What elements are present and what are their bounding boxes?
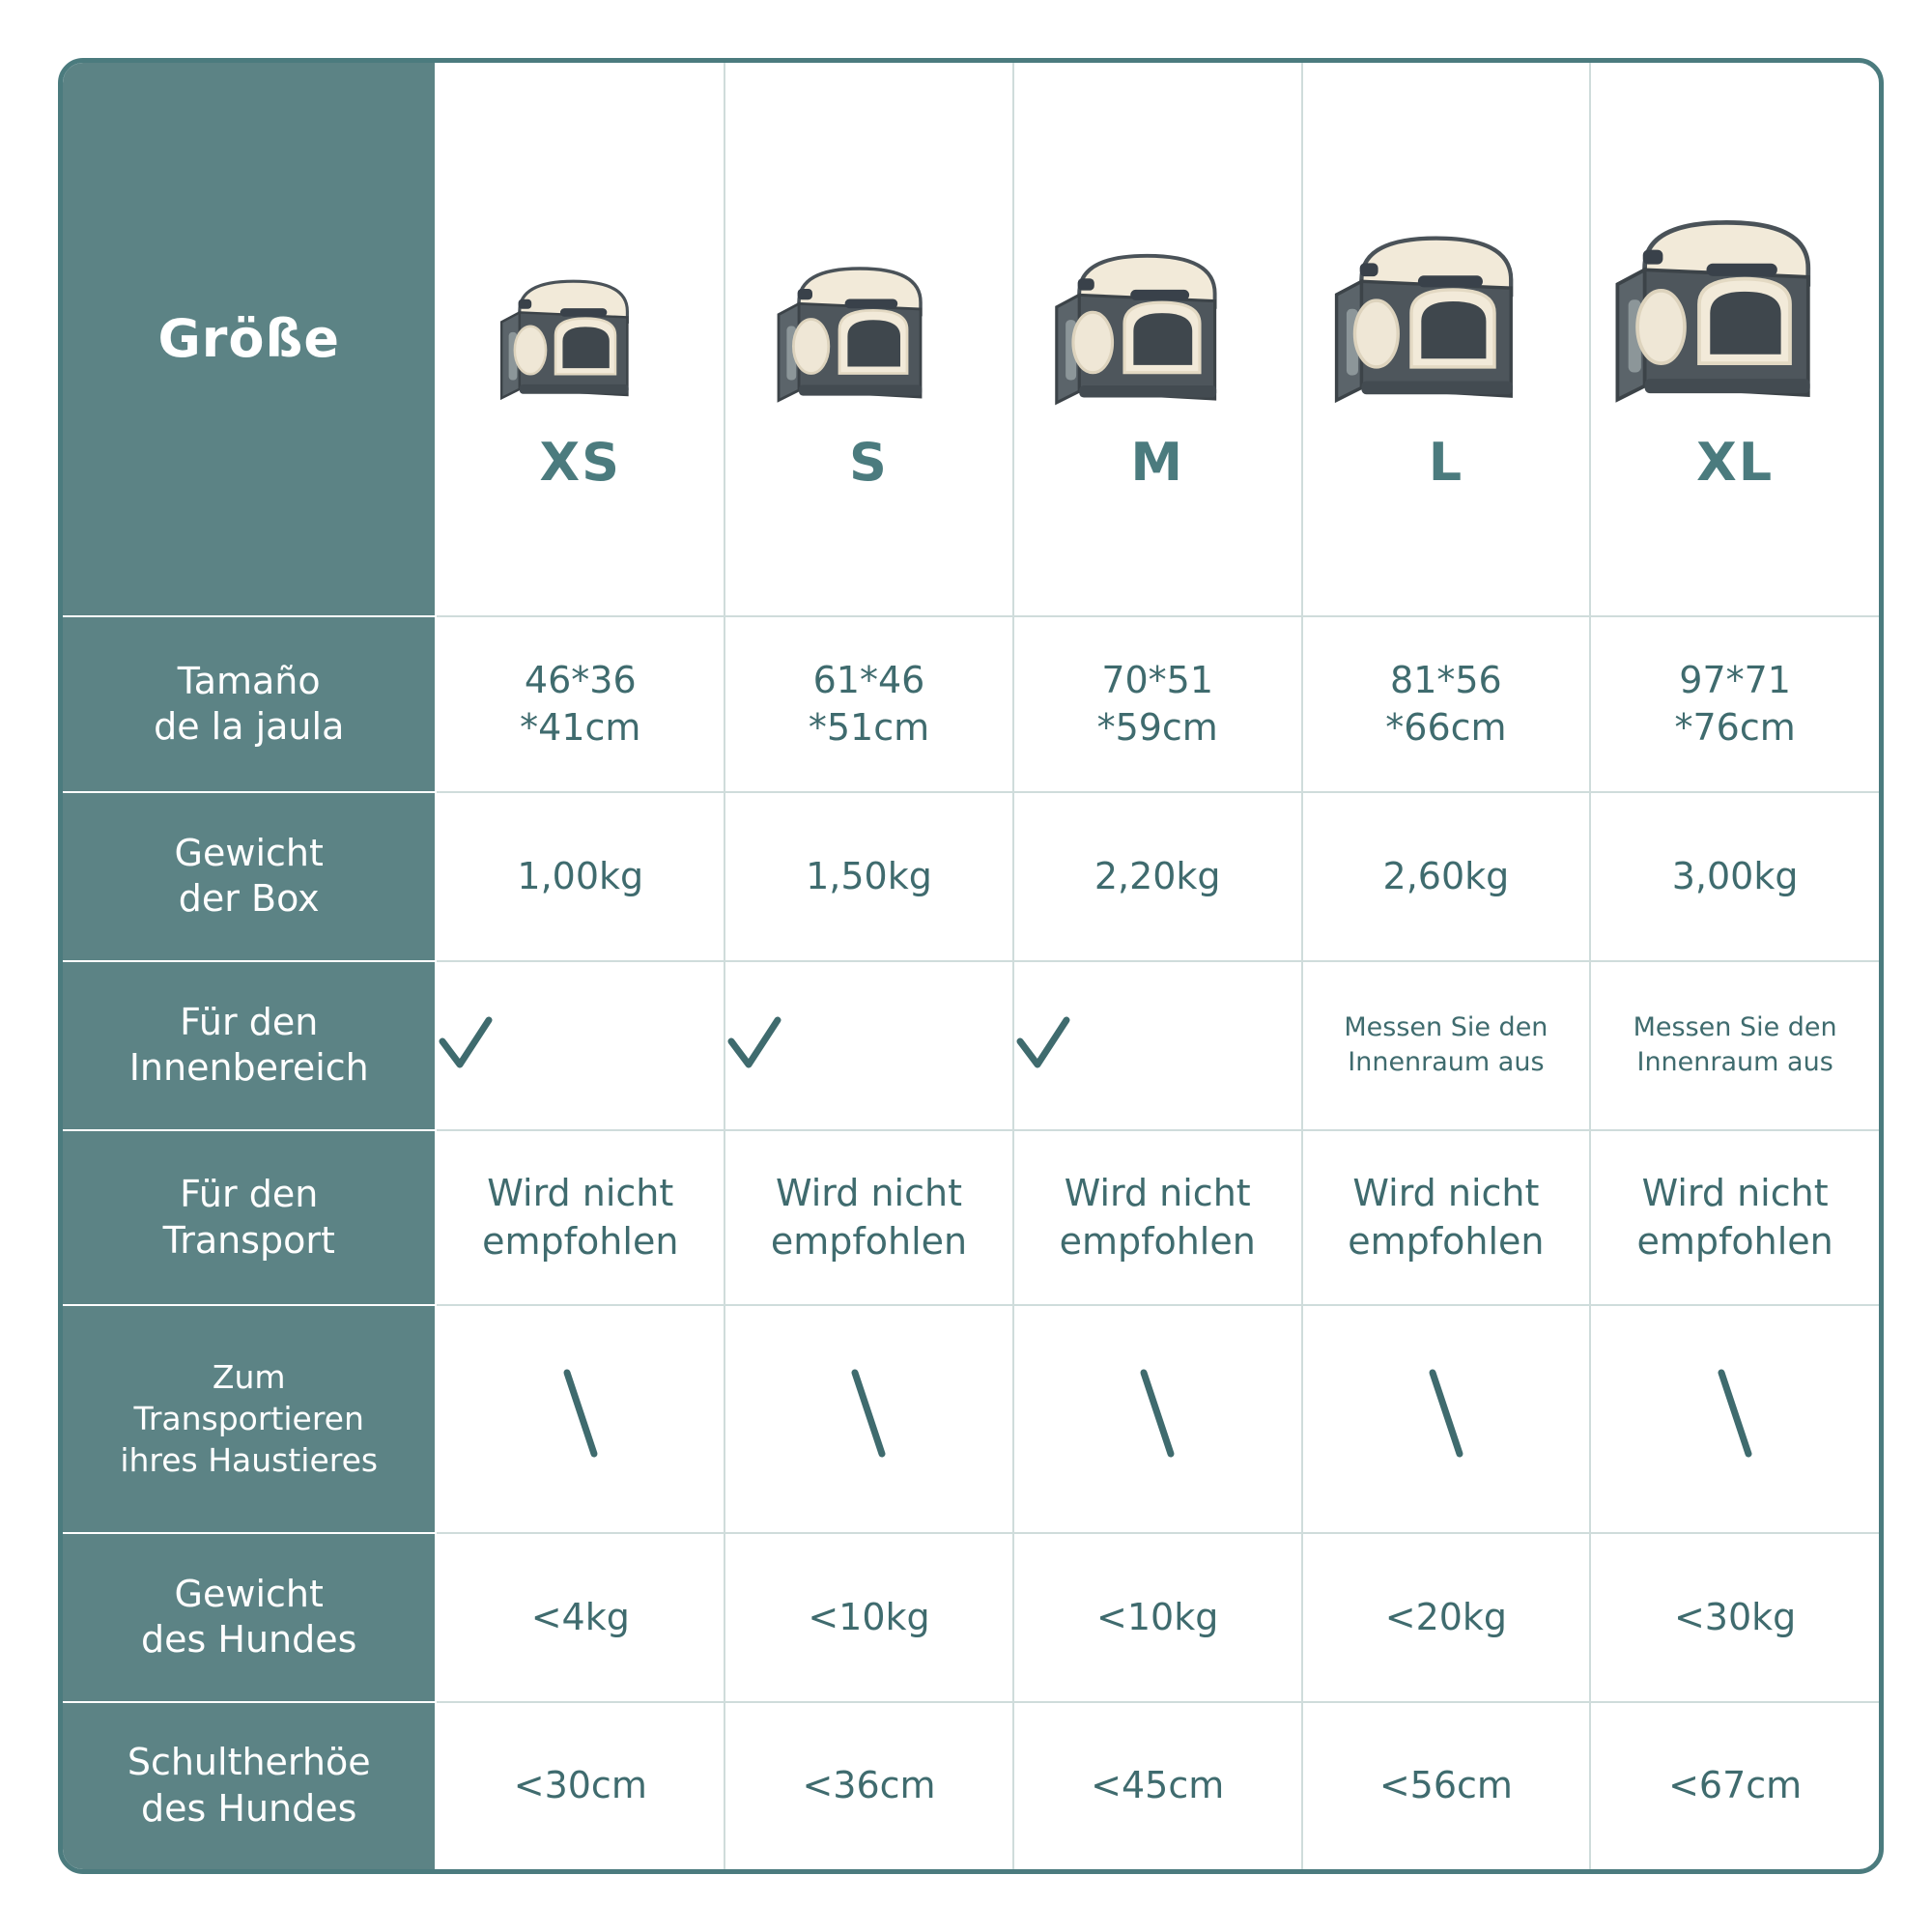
- carry-l: [1302, 1305, 1591, 1533]
- cage-size-l-line2: *66cm: [1385, 706, 1507, 750]
- box-weight-s: 1,50kg: [724, 792, 1013, 961]
- cage-size-xs-line1: 46*36: [524, 658, 637, 701]
- dog-height-xl: <67cm: [1590, 1702, 1879, 1869]
- cage-size-l: [1302, 616, 1591, 792]
- size-label-s: S: [849, 431, 889, 493]
- check-icon: [725, 1014, 1012, 1076]
- row-label-box-weight-line2: der Box: [178, 877, 320, 921]
- table-row-cage-size: [63, 616, 1879, 792]
- size-cell-xl: [1590, 63, 1879, 616]
- size-cell-s: [724, 63, 1013, 616]
- row-label-indoor-line1: Für den: [180, 1000, 319, 1043]
- carry-xs: [436, 1305, 724, 1533]
- box-weight-m: 2,20kg: [1013, 792, 1302, 961]
- size-label-l: L: [1428, 431, 1464, 493]
- dog-height-m: <45cm: [1013, 1702, 1302, 1869]
- transport-xs-line1: Wird nicht: [487, 1172, 674, 1215]
- row-label-cage-size: [63, 616, 436, 792]
- box-weight-xs: 1,00kg: [436, 792, 724, 961]
- transport-s-line1: Wird nicht: [776, 1172, 962, 1215]
- spec-table-container: [58, 58, 1884, 1874]
- box-weight-xl: 3,00kg: [1590, 792, 1879, 961]
- row-label-cage-size-line1: Tamaño: [177, 659, 321, 702]
- dog-weight-xl: <30kg: [1590, 1533, 1879, 1702]
- dog-height-l: <56cm: [1302, 1702, 1591, 1869]
- pet-carrier-xs-image: [437, 186, 724, 428]
- size-cell-l: [1302, 63, 1591, 616]
- backslash-icon: [847, 1365, 890, 1462]
- transport-m: [1013, 1130, 1302, 1306]
- row-label-transport-line1: Für den: [180, 1173, 319, 1216]
- dog-weight-l: <20kg: [1302, 1533, 1591, 1702]
- size-label-xs: XS: [539, 431, 622, 493]
- row-label-dog-weight: [63, 1533, 436, 1702]
- carry-xl: [1590, 1305, 1879, 1533]
- row-label-carry-line3: ihres Haustieres: [120, 1440, 379, 1479]
- dog-weight-xs: <4kg: [436, 1533, 724, 1702]
- transport-xs-line2: empfohlen: [482, 1219, 679, 1263]
- table-row-size: [63, 63, 1879, 616]
- size-label-m: M: [1130, 431, 1185, 493]
- dog-height-s: <36cm: [724, 1702, 1013, 1869]
- cage-size-s-line1: 61*46: [812, 658, 925, 701]
- pet-carrier-s-image: [725, 186, 1012, 428]
- pet-carrier-xl-image: [1591, 186, 1879, 428]
- transport-l-line1: Wird nicht: [1352, 1172, 1540, 1215]
- transport-xl-line1: Wird nicht: [1641, 1172, 1829, 1215]
- backslash-icon: [559, 1365, 602, 1462]
- table-row-indoor: [63, 961, 1879, 1130]
- row-label-dog-height-line2: des Hundes: [141, 1786, 357, 1830]
- check-icon: [1014, 1014, 1301, 1076]
- size-cell-m: [1013, 63, 1302, 616]
- cage-size-m-line1: 70*51: [1101, 658, 1214, 701]
- pet-carrier-m-image: [1014, 186, 1301, 428]
- size-specification-table: [63, 63, 1879, 1869]
- indoor-l: [1302, 961, 1591, 1130]
- dog-height-xs: <30cm: [436, 1702, 724, 1869]
- dog-weight-s: <10kg: [724, 1533, 1013, 1702]
- backslash-icon: [1425, 1365, 1467, 1462]
- transport-s: [724, 1130, 1013, 1306]
- cage-size-l-line1: 81*56: [1390, 658, 1502, 701]
- box-weight-l: 2,60kg: [1302, 792, 1591, 961]
- row-label-indoor: [63, 961, 436, 1130]
- indoor-l-line2: Innenraum aus: [1348, 1047, 1545, 1078]
- backslash-icon: [1714, 1365, 1756, 1462]
- size-cell-xs: [436, 63, 724, 616]
- row-label-box-weight: [63, 792, 436, 961]
- row-label-dog-weight-line2: des Hundes: [141, 1618, 357, 1662]
- indoor-xl: [1590, 961, 1879, 1130]
- transport-m-line1: Wird nicht: [1064, 1172, 1251, 1215]
- indoor-xl-line2: Innenraum aus: [1636, 1047, 1833, 1078]
- transport-xl-line2: empfohlen: [1636, 1219, 1833, 1263]
- cage-size-s: [724, 616, 1013, 792]
- indoor-xl-line1: Messen Sie den: [1633, 1011, 1837, 1042]
- pet-carrier-l-image: [1303, 186, 1590, 428]
- row-label-dog-height-line1: Schultherhöe: [127, 1741, 371, 1784]
- backslash-icon: [1136, 1365, 1179, 1462]
- transport-l: [1302, 1130, 1591, 1306]
- cage-size-m-line2: *59cm: [1096, 706, 1218, 750]
- carry-m: [1013, 1305, 1302, 1533]
- row-label-carry-line1: Zum: [212, 1357, 286, 1396]
- row-label-indoor-line2: Innenbereich: [128, 1046, 369, 1090]
- row-label-transport-line2: Transport: [162, 1218, 335, 1262]
- cage-size-s-line2: *51cm: [808, 706, 930, 750]
- indoor-l-line1: Messen Sie den: [1344, 1011, 1548, 1042]
- cage-size-xl: [1590, 616, 1879, 792]
- transport-s-line2: empfohlen: [770, 1219, 968, 1263]
- row-label-dog-height: [63, 1702, 436, 1869]
- table-row-transport: [63, 1130, 1879, 1306]
- row-label-carry: [63, 1305, 436, 1533]
- row-label-cage-size-line2: de la jaula: [154, 705, 345, 749]
- transport-m-line2: empfohlen: [1059, 1219, 1256, 1263]
- indoor-s: [724, 961, 1013, 1130]
- carry-s: [724, 1305, 1013, 1533]
- cage-size-xl-line2: *76cm: [1674, 706, 1796, 750]
- cage-size-m: [1013, 616, 1302, 792]
- row-label-box-weight-line1: Gewicht: [174, 831, 324, 874]
- transport-xs: [436, 1130, 724, 1306]
- cage-size-xl-line1: 97*71: [1679, 658, 1791, 701]
- cage-size-xs-line2: *41cm: [520, 706, 641, 750]
- row-label-transport: [63, 1130, 436, 1306]
- cage-size-xs: [436, 616, 724, 792]
- transport-l-line2: empfohlen: [1348, 1219, 1545, 1263]
- transport-xl: [1590, 1130, 1879, 1306]
- row-label-carry-line2: Transportieren: [133, 1399, 364, 1437]
- indoor-xs: [436, 961, 724, 1130]
- table-row-carry: [63, 1305, 1879, 1533]
- row-label-size: Größe: [63, 63, 436, 616]
- table-row-dog-weight: [63, 1533, 1879, 1702]
- table-row-box-weight: [63, 792, 1879, 961]
- row-label-dog-weight-line1: Gewicht: [174, 1572, 324, 1615]
- table-row-dog-height: [63, 1702, 1879, 1869]
- size-label-xl: XL: [1696, 431, 1775, 493]
- dog-weight-m: <10kg: [1013, 1533, 1302, 1702]
- indoor-m: [1013, 961, 1302, 1130]
- check-icon: [437, 1014, 724, 1076]
